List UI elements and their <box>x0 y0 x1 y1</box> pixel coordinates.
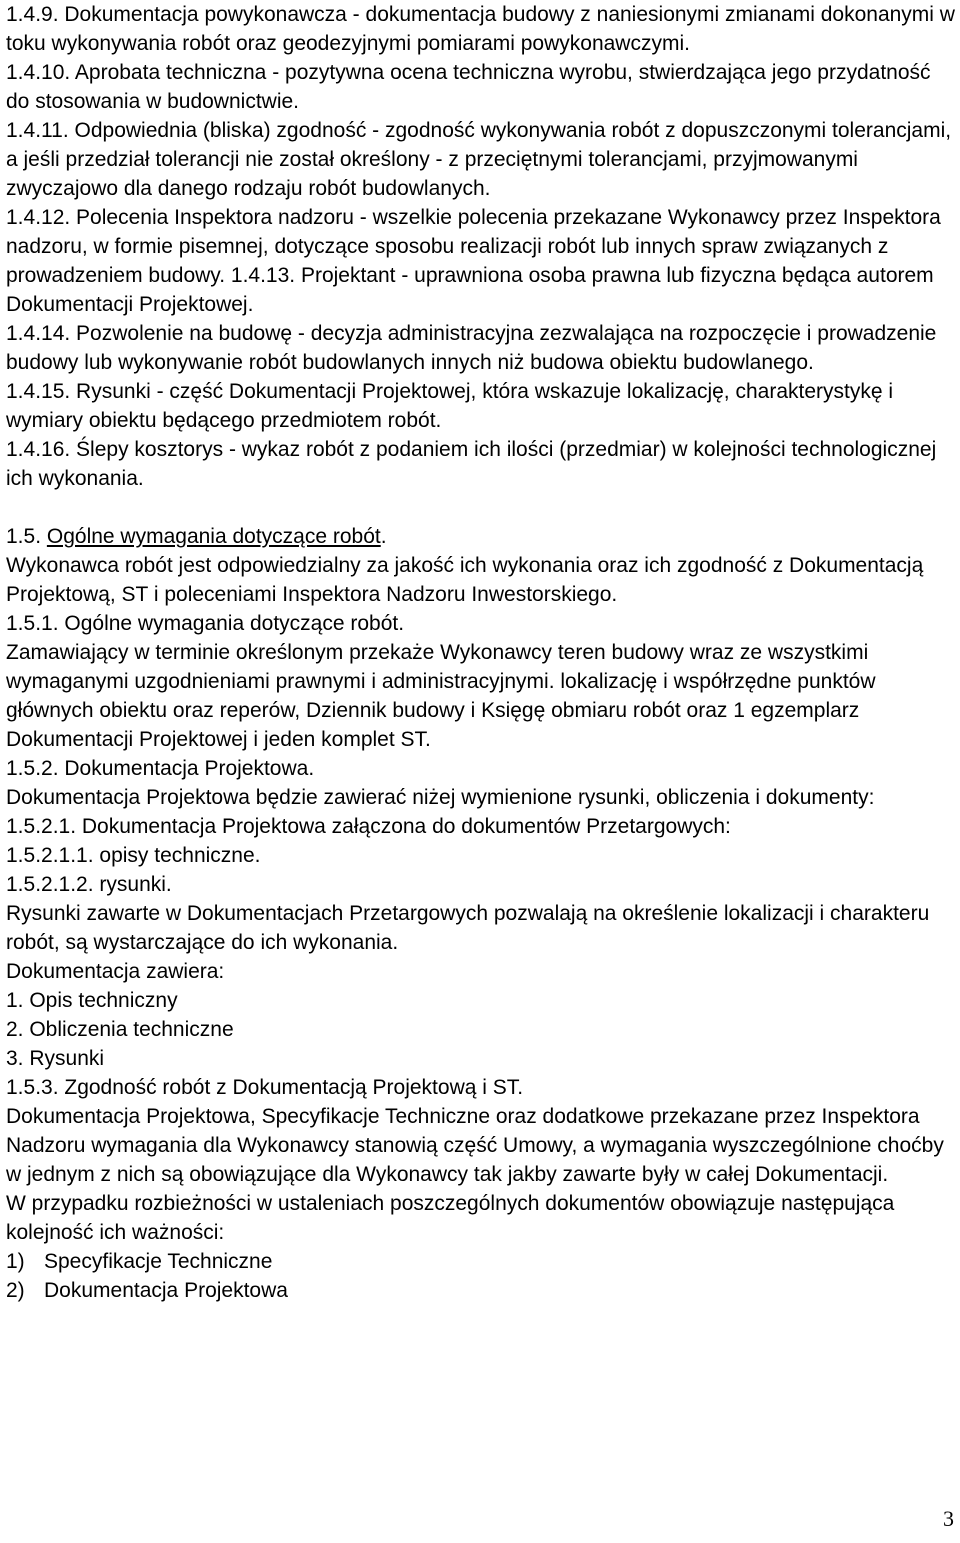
subsection-1-5-2-1-1: 1.5.2.1.1. opisy techniczne. <box>6 844 261 867</box>
contains-item: 1. Opis techniczny <box>6 989 178 1012</box>
contains-item: 2. Obliczenia techniczne <box>6 1018 234 1041</box>
subsection-1-5-3-text: Dokumentacja Projektowa, Specyfikacje Techniczne oraz dodatkowe przekazane przez Inspektora Nadzoru wymagania dla Wykonawcy stanowią część Umowy, a wymagania wyszczególnione choćby w jednym z nich są obowiązujące dla Wykonawcy tak jakby zawarte były w całej Dokumentacji. <box>6 1105 944 1186</box>
priority-item <box>6 1247 956 1276</box>
priority-item <box>6 1276 956 1305</box>
definition-1-4-14: 1.4.14. Pozwolenie na budowę - decyzja administracyjna zezwalająca na rozpoczęcie i prowadzenie budowy lub wykonywanie robót budowlanych innych niż budowa obiektu budowlanego. <box>6 322 937 374</box>
contains-label: Dokumentacja zawiera: <box>6 960 225 983</box>
definition-1-4-16: 1.4.16. Ślepy kosztorys - wykaz robót z podaniem ich ilości (przedmiar) w kolejności technologicznej ich wykonania. <box>6 438 937 490</box>
drawings-paragraph: Rysunki zawarte w Dokumentacjach Przetargowych pozwalają na określenie lokalizacji i charakteru robót, są wystarczające do ich wykonania. <box>6 902 930 954</box>
subsection-1-5-1-text: Zamawiający w terminie określonym przekaże Wykonawcy teren budowy wraz ze wszystkimi wymaganymi uzgodnieniami prawnymi i administracyjnymi. lokalizację i współrzędne punktów głównych obiektu oraz reperów, Dziennik budowy i Księgę obmiaru robót oraz 1 egzemplarz Dokumentacji Projektowej i jeden komplet ST. <box>6 641 876 751</box>
definition-1-4-11: 1.4.11. Odpowiednia (bliska) zgodność - zgodność wykonywania robót z dopuszczonymi tolerancjami, a jeśli przedział tolerancji nie został określony - z przeciętnymi tolerancjami, przyjmowanymi zwyczajowo dla danego rodzaju robót budowlanych. <box>6 119 952 200</box>
subsection-1-5-3-heading: 1.5.3. Zgodność robót z Dokumentacją Projektową i ST. <box>6 1076 524 1099</box>
subsection-1-5-2-text: Dokumentacja Projektowa będzie zawierać niżej wymienione rysunki, obliczenia i dokumenty: <box>6 786 875 809</box>
page-number: 3 <box>943 1506 954 1531</box>
section-number: 1.5. <box>6 525 47 548</box>
definition-1-4-12: 1.4.12. Polecenia Inspektora nadzoru - wszelkie polecenia przekazane Wykonawcy przez Inspektora nadzoru, w formie pisemnej, dotyczące sposobu realizacji robót lub innych spraw związanych z prowadzeniem budowy. 1.4.13. Projektant - uprawniona osoba prawna lub fizyczna będąca autorem Dokumentacji Projektowej. <box>6 206 941 316</box>
definition-1-4-15: 1.4.15. Rysunki - część Dokumentacji Projektowej, która wskazuje lokalizację, charakterystykę i wymiary obiektu będącego przedmiotem robót. <box>6 380 894 432</box>
section-title: Ogólne wymagania dotyczące robót <box>46 525 381 548</box>
subsection-1-5-1-heading: 1.5.1. Ogólne wymagania dotyczące robót. <box>6 612 405 635</box>
priority-paragraph: W przypadku rozbieżności w ustaleniach poszczególnych dokumentów obowiązuje następująca kolejność ich ważności: <box>6 1192 895 1244</box>
paragraph-gap <box>6 493 956 522</box>
subsection-1-5-2-1-2: 1.5.2.1.2. rysunki. <box>6 873 172 896</box>
section-1-5-heading <box>6 522 956 551</box>
priority-item-number: 2) <box>6 1279 25 1302</box>
contains-item: 3. Rysunki <box>6 1047 105 1070</box>
subsection-1-5-2-heading: 1.5.2. Dokumentacja Projektowa. <box>6 757 315 780</box>
definition-1-4-10: 1.4.10. Aprobata techniczna - pozytywna ocena techniczna wyrobu, stwierdzająca jego przydatność do stosowania w budownictwie. <box>6 61 931 113</box>
section-title-period: . <box>380 525 387 548</box>
priority-item-number: 1) <box>6 1250 25 1273</box>
definition-1-4-9: 1.4.9. Dokumentacja powykonawcza - dokumentacja budowy z naniesionymi zmianami dokonanymi w toku wykonywania robót oraz geodezyjnymi pomiarami powykonawczymi. <box>6 3 955 55</box>
section-1-5-intro: Wykonawca robót jest odpowiedzialny za jakość ich wykonania oraz ich zgodność z Dokumentacją Projektową, ST i poleceniami Inspektora Nadzoru Inwestorskiego. <box>6 554 924 606</box>
priority-item-label: Dokumentacja Projektowa <box>44 1279 288 1302</box>
subsection-1-5-2-1: 1.5.2.1. Dokumentacja Projektowa załączona do dokumentów Przetargowych: <box>6 815 731 838</box>
priority-item-label: Specyfikacje Techniczne <box>44 1250 273 1273</box>
document-page <box>6 0 956 1305</box>
